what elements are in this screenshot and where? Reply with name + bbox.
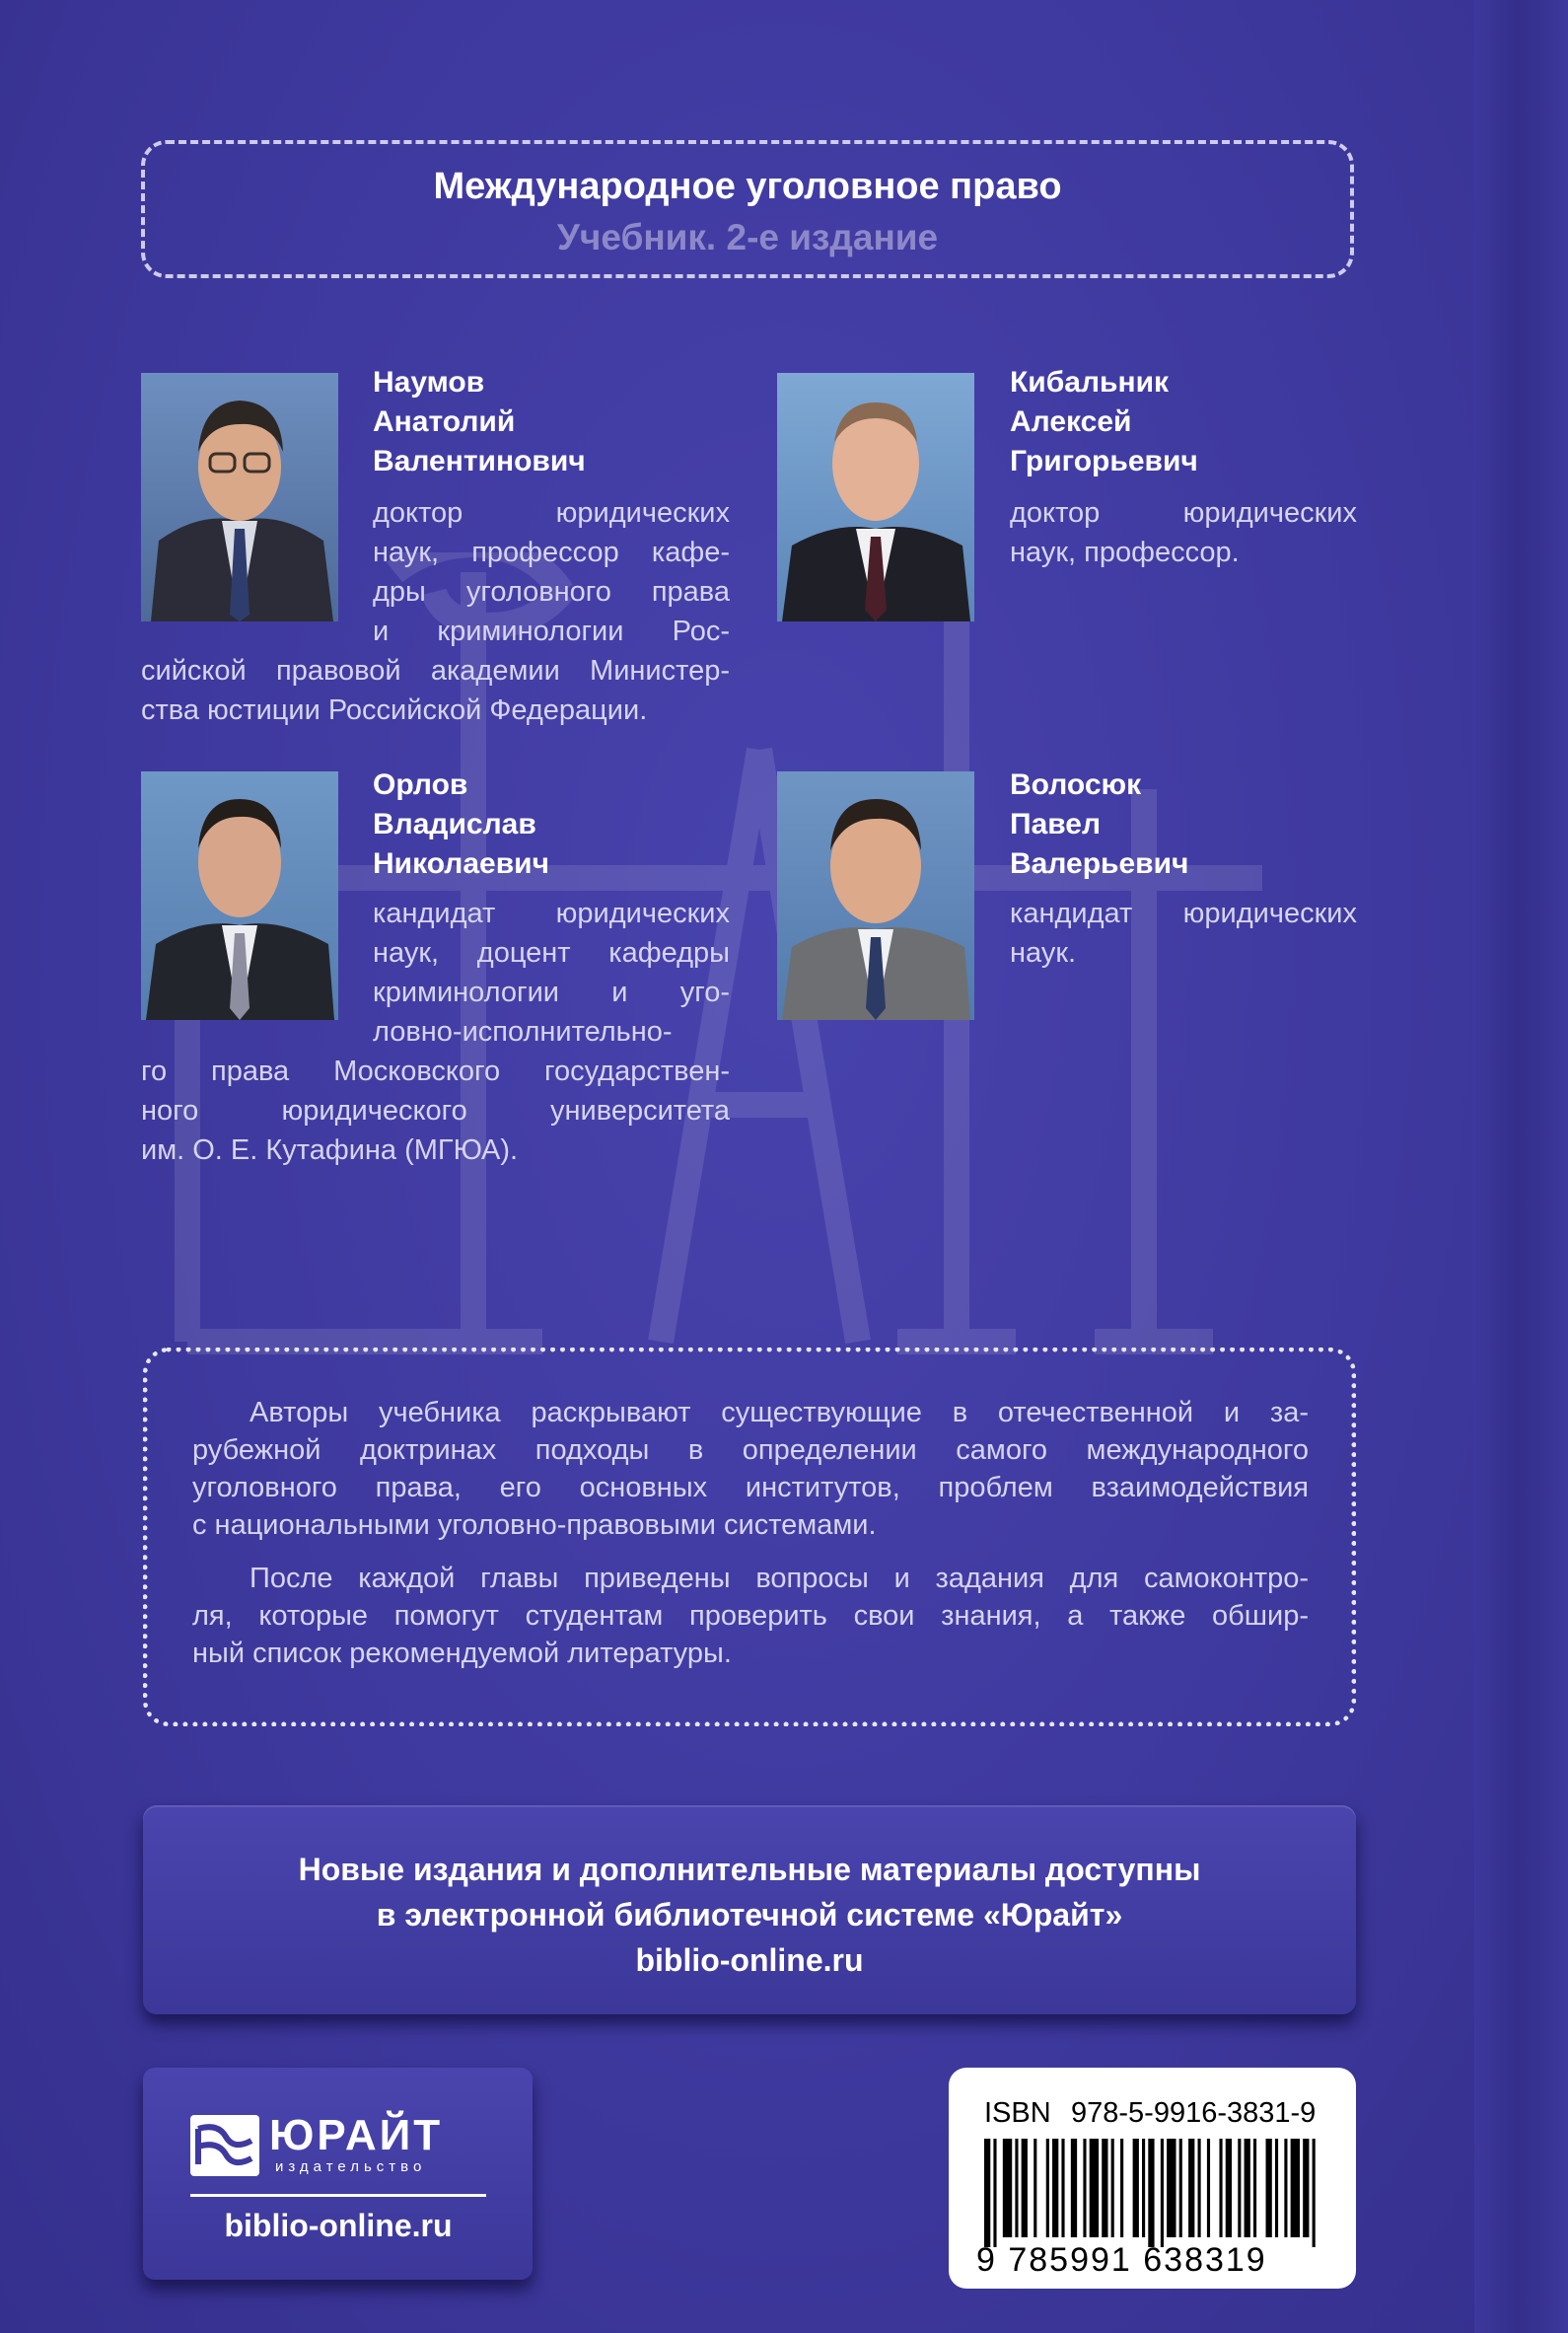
barcode-bar	[1219, 2139, 1222, 2237]
cover-edge-shadow	[1474, 0, 1568, 2333]
publisher-logo	[190, 2111, 486, 2176]
description-frame	[143, 1348, 1356, 1726]
barcode-bar	[1102, 2139, 1107, 2237]
promo-line: Новые издания и дополнительные материалы доступны	[298, 1852, 1201, 1887]
barcode-bar	[1313, 2139, 1316, 2247]
library-promo-panel	[143, 1805, 1356, 2014]
bio-line: го права Московского государствен-	[141, 1056, 730, 1087]
author-patronymic: Николаевич	[373, 847, 550, 880]
barcode-bar	[1284, 2139, 1287, 2237]
barcode-bar	[1052, 2139, 1058, 2237]
publisher-url: biblio-online.ru	[224, 2208, 453, 2243]
description-line: ля, которые помогут студентам проверить свои знания, а также обшир-	[192, 1600, 1309, 1632]
bio-line: наук, доцент кафедры	[373, 937, 730, 969]
barcode-bar	[1179, 2139, 1182, 2237]
barcode-bar	[993, 2139, 996, 2247]
bio-line: доктор юридических	[1010, 497, 1357, 529]
author-surname: Кибальник	[1010, 366, 1170, 399]
author-bio-naumov	[373, 493, 730, 651]
bio-line: им. О. Е. Кутафина (МГЮА).	[141, 1134, 519, 1166]
barcode-bar	[1188, 2139, 1194, 2237]
author-first-name: Павел	[1010, 808, 1102, 840]
author-bio-naumov-wide	[141, 651, 730, 730]
barcode-bar	[1161, 2139, 1164, 2247]
bio-line: ного юридического университета	[141, 1095, 730, 1127]
author-name-orlov	[373, 766, 549, 884]
barcode-bar	[1148, 2139, 1154, 2247]
author-surname: Волосюк	[1010, 768, 1142, 801]
author-bio-orlov-wide	[141, 1052, 730, 1170]
bio-line: наук.	[1010, 937, 1077, 969]
logo-divider	[190, 2194, 486, 2197]
author-bio-kibalnik	[1010, 493, 1357, 572]
barcode-bar	[1111, 2139, 1114, 2237]
barcode-bar	[1291, 2139, 1300, 2237]
bio-line: дры уголовного права	[373, 576, 730, 608]
author-first-name: Анатолий	[373, 405, 516, 438]
barcode-bar	[1071, 2139, 1077, 2237]
barcode-bar	[1033, 2139, 1036, 2237]
publisher-name: ЮРАЙТ	[269, 2111, 444, 2159]
title-frame	[141, 140, 1354, 278]
author-photo-volosyuk	[777, 771, 974, 1020]
bio-line: ства юстиции Российской Федерации.	[141, 694, 648, 726]
author-first-name: Алексей	[1010, 405, 1132, 438]
barcode-digits: 9 785991 638319	[976, 2241, 1267, 2279]
barcode-bar	[1253, 2139, 1256, 2237]
description-text	[192, 1394, 1309, 1672]
barcode-bar	[1275, 2139, 1278, 2237]
author-name-kibalnik	[1010, 363, 1198, 481]
author-photo-kibalnik	[777, 373, 974, 621]
barcode-bar	[1046, 2139, 1049, 2237]
publisher-logo-panel	[143, 2068, 533, 2280]
barcode-bar	[1167, 2139, 1176, 2237]
barcode-bar	[1245, 2139, 1250, 2237]
description-line: ный список рекомендуемой литературы.	[192, 1638, 732, 1669]
author-patronymic: Валерьевич	[1010, 847, 1189, 880]
author-name-naumov	[373, 363, 586, 481]
barcode-icon	[984, 2139, 1321, 2247]
barcode-bar	[1133, 2139, 1139, 2237]
author-patronymic: Валентинович	[373, 445, 586, 477]
barcode-bar	[1198, 2139, 1201, 2237]
barcode-bar	[1015, 2139, 1018, 2237]
bio-line: криминологии и уго-	[373, 977, 730, 1008]
barcode-bar	[1061, 2139, 1064, 2237]
barcode-bar	[1003, 2139, 1012, 2237]
barcode-bar	[1142, 2139, 1145, 2237]
barcode-bar	[1083, 2139, 1086, 2237]
barcode-bar	[1022, 2139, 1028, 2237]
publisher-tagline: издательство	[275, 2158, 427, 2175]
publisher-mark-icon	[190, 2115, 259, 2176]
barcode-bar	[1120, 2139, 1123, 2237]
bio-line: наук, профессор.	[1010, 537, 1240, 568]
promo-line: в электронной библиотечной системе «Юрайт»	[376, 1897, 1123, 1932]
author-name-volosyuk	[1010, 766, 1188, 884]
book-title: Международное уголовное право	[433, 166, 1062, 207]
author-bio-orlov	[373, 894, 730, 1052]
author-surname: Наумов	[373, 366, 485, 399]
barcode-bar	[1238, 2139, 1241, 2237]
isbn-barcode-panel	[949, 2068, 1356, 2289]
isbn-number: 978-5-9916-3831-9	[1071, 2097, 1317, 2129]
author-photo-orlov	[141, 771, 338, 1020]
barcode-bar	[1207, 2139, 1210, 2237]
bio-line: сийской правовой академии Министер-	[141, 655, 730, 687]
description-line: Авторы учебника раскрывают существующие в отечественной и за-	[249, 1397, 1309, 1428]
barcode-bar	[984, 2139, 990, 2247]
author-bio-volosyuk	[1010, 894, 1357, 973]
isbn-label: ISBN	[984, 2097, 1051, 2129]
bio-line: наук, профессор кафе-	[373, 537, 730, 568]
book-subtitle: Учебник. 2-е издание	[556, 217, 939, 257]
description-line: рубежной доктринах подходы в определении самого международного	[192, 1434, 1309, 1466]
author-patronymic: Григорьевич	[1010, 445, 1198, 477]
author-surname: Орлов	[373, 768, 468, 801]
bio-line: кандидат юридических	[1010, 898, 1357, 929]
barcode-bar	[1226, 2139, 1232, 2237]
promo-url: biblio-online.ru	[635, 1942, 864, 1978]
bio-line: доктор юридических	[373, 497, 730, 529]
bio-line: и криминологии Рос-	[373, 616, 730, 647]
barcode-bar	[1090, 2139, 1099, 2237]
barcode-bar	[1266, 2139, 1272, 2237]
description-line: с национальными уголовно-правовыми системами.	[192, 1509, 877, 1541]
author-photo-naumov	[141, 373, 338, 621]
bio-line: ловно-исполнительно-	[373, 1016, 673, 1048]
barcode-bar	[1303, 2139, 1309, 2237]
bio-line: кандидат юридических	[373, 898, 730, 929]
description-line: уголовного права, его основных институтов, проблем взаимодействия	[192, 1472, 1309, 1503]
description-line: После каждой главы приведены вопросы и задания для самоконтро-	[249, 1563, 1309, 1594]
author-first-name: Владислав	[373, 808, 536, 840]
